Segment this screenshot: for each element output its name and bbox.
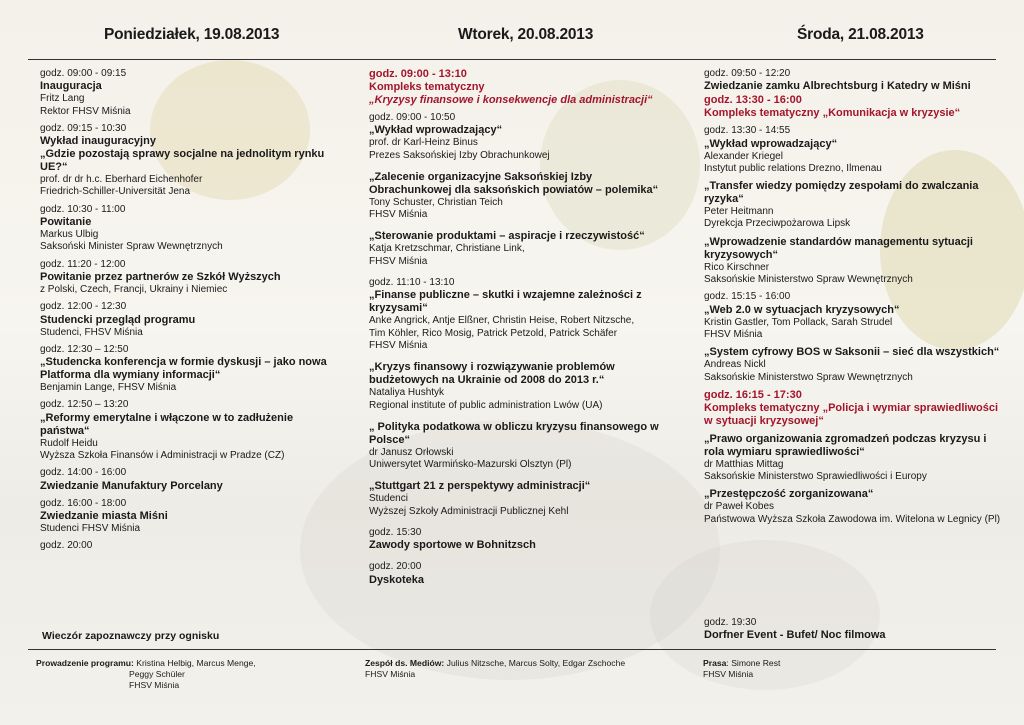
- event: godz. 12:30 – 12:50 „Studencka konferencja w formie dyskusji – jako nowa Platforma dla wymiany informacji“ Benjamin Lange, FHSV Miśnia: [40, 343, 327, 394]
- event: godz. 10:30 - 11:00 Powitanie Markus Ulbig Saksoński Minister Spraw Wewnętrznych: [40, 203, 223, 253]
- theme-block: godz. 09:00 - 13:10 Kompleks tematyczny „Kryzysy finansowe i konsekwencje dla administracji“: [369, 68, 653, 106]
- top-divider: [28, 59, 996, 60]
- event: „Przestępczość zorganizowana“ dr Paweł Kobes Państwowa Wyższa Szkoła Zawodowa im. Witelona w Legnicy (Pl): [704, 488, 1001, 525]
- event: godz. 09:50 - 12:20 Zwiedzanie zamku Albrechtsburg i Katedry w Miśni: [704, 68, 971, 93]
- event: „Sterowanie produktami – aspiracje i rzeczywistość“ Katja Kretzschmar, Christiane Link, FHSV Miśnia: [369, 230, 645, 267]
- event: godz. 09:00 - 09:15 Inauguracja Fritz Lang Rektor FHSV Miśnia: [40, 68, 131, 117]
- header-monday: Poniedziałek, 19.08.2013: [104, 26, 280, 43]
- event: godz. 16:00 - 18:00 Zwiedzanie miasta Miśni Studenci FHSV Miśnia: [40, 497, 168, 534]
- footer-program-hosts: Prowadzenie programu: Kristina Helbig, Marcus Menge, Peggy Schüler FHSV Miśnia: [36, 658, 256, 690]
- event: „Wprowadzenie standardów managementu sytuacji kryzysowych“ Rico Kirschner Saksońskie Ministerstwo Spraw Wewnętrznych: [704, 235, 973, 286]
- event: godz. 15:15 - 16:00 „Web 2.0 w sytuacjach kryzysowych“ Kristin Gastler, Tom Pollack, Sarah Strudel FHSV Miśnia: [704, 291, 900, 340]
- event: godz. 13:30 - 14:55 „Wykład wprowadzający“ Alexander Kriegel Instytut public relations Drezno, Ilmenau: [704, 125, 882, 174]
- event: godz. 12:50 – 13:20 „Reformy emerytalne i włączone w to zadłużenie państwa“ Rudolf Heidu Wyższa Szkoła Finansów i Administracji w Pradze (CZ): [40, 399, 294, 462]
- event: godz. 20:00 Dyskoteka: [369, 561, 425, 586]
- event: godz. 14:00 - 16:00 Zwiedzanie Manufaktury Porcelany: [40, 467, 223, 492]
- tuesday-column: [369, 68, 669, 592]
- event: „Transfer wiedzy pomiędzy zespołami do zwalczania ryzyka“ Peter Heitmann Dyrekcja Przeciwpożarowa Lipsk: [704, 180, 979, 230]
- wednesday-evening-event: godz. 19:30 Dorfner Event - Bufet/ Noc filmowa: [704, 617, 886, 642]
- event: godz. 15:30 Zawody sportowe w Bohnitzsch: [369, 527, 536, 552]
- event: „Prawo organizowania zgromadzeń podczas kryzysu i rola wymiaru sprawiedliwości“ dr Matthias Mittag Saksońskie Ministerstwo Sprawiedliwości i Europy: [704, 432, 987, 483]
- wednesday-column: [704, 68, 1004, 531]
- event: „Kryzys finansowy i rozwiązywanie problemów budżetowych na Ukrainie od 2008 do 2013 r.“ Nataliya Hushtyk Regional institute of public administration Lwów (UA): [369, 361, 615, 411]
- event: godz. 12:00 - 12:30 Studencki przegląd programu Studenci, FHSV Miśnia: [40, 301, 196, 338]
- monday-closing-event: Wieczór zapoznawczy przy ognisku: [42, 630, 220, 642]
- header-wednesday: Środa, 21.08.2013: [797, 26, 924, 43]
- event: „ Polityka podatkowa w obliczu kryzysu finansowego w Polsce“ dr Janusz Orłowski Uniwersytet Warmińsko-Mazurski Olsztyn (Pl): [369, 420, 659, 471]
- event: godz. 11:20 - 12:00 Powitanie przez partnerów ze Szkół Wyższych z Polski, Czech, Francji, Ukrainy i Niemiec: [40, 258, 281, 295]
- day-headers: [0, 26, 1024, 48]
- theme-block: godz. 16:15 - 17:30 Kompleks tematyczny „Policja i wymiar sprawiedliwości w sytuacji kryzysowej“: [704, 388, 999, 427]
- footer-press: Prasa: Simone Rest FHSV Miśnia: [703, 658, 781, 679]
- theme-block: godz. 13:30 - 16:00 Kompleks tematyczny „Komunikacja w kryzysie“: [704, 94, 961, 120]
- event: godz. 11:10 - 13:10 „Finanse publiczne – skutki i wzajemne zależności z kryzysami“ Anke Angrick, Antje Elßner, Christin Heise, Robert Nitzsche, Tim Köhler, Rico Mosig, Patrick Petzold, Patrick Schäfer FHSV Miśnia: [369, 277, 642, 351]
- footer-media-team: Zespół ds. Mediów: Julius Nitzsche, Marcus Solty, Edgar Zschoche FHSV Miśnia: [365, 658, 626, 679]
- event: „Zalecenie organizacyjne Saksońskiej Izby Obrachunkowej dla saksońskich powiatów – polemika“ Tony Schuster, Christian Teich FHSV Miśnia: [369, 170, 659, 221]
- header-tuesday: Wtorek, 20.08.2013: [458, 26, 594, 43]
- event: godz. 09:00 - 10:50 „Wykład wprowadzający“ prof. dr Karl-Heinz Binus Prezes Saksońskiej Izby Obrachunkowej: [369, 112, 550, 161]
- event: „System cyfrowy BOS w Saksonii – sieć dla wszystkich“ Andreas Nickl Saksońskie Ministerstwo Spraw Wewnętrznych: [704, 346, 1000, 383]
- event: „Stuttgart 21 z perspektywy administracji“ Studenci Wyższej Szkoły Administracji Publicznej Kehl: [369, 480, 591, 517]
- event: godz. 20:00: [40, 540, 93, 552]
- event: godz. 09:15 - 10:30 Wykład inauguracyjny „Gdzie pozostają sprawy socjalne na jednolitym rynku UE?“ prof. dr dr h.c. Eberhard Eichenhofer Friedrich-Schiller-Universität Jena: [40, 122, 325, 198]
- monday-column: [40, 68, 330, 558]
- bottom-divider: [28, 649, 996, 650]
